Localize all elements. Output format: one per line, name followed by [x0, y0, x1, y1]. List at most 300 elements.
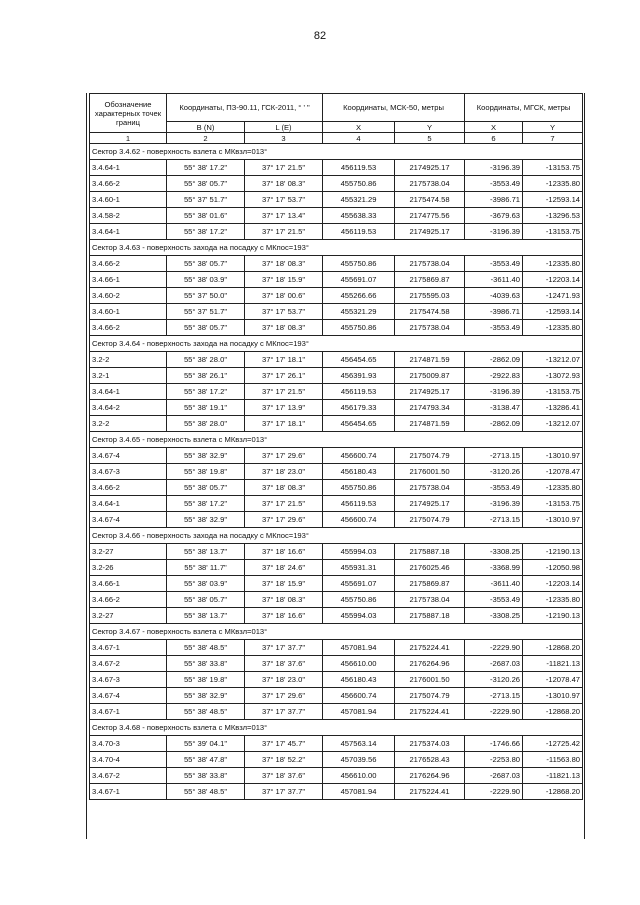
msk-x-cell: 455750.86 [323, 176, 395, 192]
table-outer-right-border [584, 93, 585, 839]
mgsk-x-cell: -2229.90 [465, 640, 523, 656]
mgsk-x-cell: -3138.47 [465, 400, 523, 416]
point-designation-cell: 3.4.67-2 [90, 768, 167, 784]
table-row [90, 352, 583, 368]
mgsk-x-cell: -3986.71 [465, 192, 523, 208]
table-row [90, 320, 583, 336]
mgsk-x-cell: -3553.49 [465, 592, 523, 608]
msk-x-cell: 455994.03 [323, 544, 395, 560]
table-row [90, 480, 583, 496]
mgsk-y-cell: -12078.47 [523, 672, 583, 688]
longitude-cell: 37° 18' 15.9" [245, 576, 323, 592]
msk-y-cell: 2174925.17 [395, 496, 465, 512]
column-number: 6 [465, 133, 523, 144]
table-row [90, 208, 583, 224]
msk-y-cell: 2174925.17 [395, 384, 465, 400]
msk-y-cell: 2174925.17 [395, 224, 465, 240]
point-designation-cell: 3.4.66-2 [90, 256, 167, 272]
mgsk-x-cell: -3986.71 [465, 304, 523, 320]
table-row [90, 608, 583, 624]
latitude-cell: 55° 38' 28.0" [167, 416, 245, 432]
msk-y-cell: 2175595.03 [395, 288, 465, 304]
point-designation-cell: 3.4.66-2 [90, 320, 167, 336]
sector-heading-row [90, 144, 583, 160]
mgsk-y-cell: -13010.97 [523, 512, 583, 528]
point-designation-cell: 3.4.66-2 [90, 480, 167, 496]
mgsk-x-cell: -3196.39 [465, 496, 523, 512]
mgsk-x-cell: -3368.99 [465, 560, 523, 576]
table-row [90, 560, 583, 576]
msk-y-cell: 2174793.34 [395, 400, 465, 416]
mgsk-y-cell: -13010.97 [523, 448, 583, 464]
msk-x-cell: 456600.74 [323, 688, 395, 704]
longitude-cell: 37° 17' 29.6" [245, 448, 323, 464]
table-row [90, 656, 583, 672]
longitude-cell: 37° 18' 24.6" [245, 560, 323, 576]
msk-x-cell: 456119.53 [323, 496, 395, 512]
mgsk-x-cell: -3553.49 [465, 256, 523, 272]
msk-y-cell: 2175224.41 [395, 784, 465, 800]
column-number: 2 [167, 133, 245, 144]
table-row [90, 176, 583, 192]
mgsk-y-cell: -12868.20 [523, 640, 583, 656]
msk-x-cell: 456610.00 [323, 768, 395, 784]
msk-y-cell: 2175738.04 [395, 480, 465, 496]
sector-title: Сектор 3.4.64 - поверхность захода на посадку с МКпос=193° [90, 336, 583, 352]
table-row [90, 288, 583, 304]
longitude-cell: 37° 17' 13.9" [245, 400, 323, 416]
mgsk-x-cell: -4039.63 [465, 288, 523, 304]
msk-x-cell: 455750.86 [323, 256, 395, 272]
longitude-cell: 37° 17' 29.6" [245, 512, 323, 528]
page-number: 82 [313, 30, 327, 42]
point-designation-cell: 3.4.67-3 [90, 672, 167, 688]
msk-x-cell: 455638.33 [323, 208, 395, 224]
mgsk-y-cell: -12593.14 [523, 304, 583, 320]
latitude-cell: 55° 39' 04.1" [167, 736, 245, 752]
table-row [90, 272, 583, 288]
point-designation-cell: 3.4.70-4 [90, 752, 167, 768]
latitude-cell: 55° 38' 17.2" [167, 496, 245, 512]
mgsk-y-cell: -12725.42 [523, 736, 583, 752]
longitude-cell: 37° 17' 21.5" [245, 384, 323, 400]
point-designation-cell: 3.4.64-2 [90, 400, 167, 416]
mgsk-x-cell: -3553.49 [465, 176, 523, 192]
longitude-cell: 37° 17' 29.6" [245, 688, 323, 704]
msk-y-cell: 2175869.87 [395, 576, 465, 592]
mgsk-y-cell: -12203.14 [523, 576, 583, 592]
longitude-cell: 37° 17' 21.5" [245, 224, 323, 240]
mgsk-y-cell: -13153.75 [523, 384, 583, 400]
column-number: 3 [245, 133, 323, 144]
sector-title: Сектор 3.4.68 - поверхность взлета с МКвзл=013° [90, 720, 583, 736]
coordinates-table [89, 93, 583, 800]
latitude-cell: 55° 38' 19.1" [167, 400, 245, 416]
mgsk-y-cell: -12335.80 [523, 480, 583, 496]
point-designation-cell: 3.4.64-1 [90, 224, 167, 240]
mgsk-y-cell: -13153.75 [523, 160, 583, 176]
mgsk-y-cell: -12868.20 [523, 704, 583, 720]
sector-heading-row [90, 528, 583, 544]
msk-x-cell: 456600.74 [323, 448, 395, 464]
mgsk-x-cell: -2922.83 [465, 368, 523, 384]
latitude-cell: 55° 37' 50.0" [167, 288, 245, 304]
table-row [90, 704, 583, 720]
point-designation-cell: 3.4.67-1 [90, 640, 167, 656]
mgsk-x-cell: -1746.66 [465, 736, 523, 752]
msk-y-cell: 2175474.58 [395, 304, 465, 320]
longitude-cell: 37° 18' 37.6" [245, 768, 323, 784]
mgsk-y-cell: -12190.13 [523, 608, 583, 624]
msk-y-cell: 2174871.59 [395, 352, 465, 368]
mgsk-x-cell: -3611.40 [465, 576, 523, 592]
longitude-cell: 37° 18' 37.6" [245, 656, 323, 672]
header-msk-x: X [323, 122, 395, 133]
mgsk-y-cell: -12050.98 [523, 560, 583, 576]
latitude-cell: 55° 37' 51.7" [167, 192, 245, 208]
table-row [90, 768, 583, 784]
latitude-cell: 55° 38' 03.9" [167, 272, 245, 288]
longitude-cell: 37° 18' 08.3" [245, 592, 323, 608]
mgsk-y-cell: -13296.53 [523, 208, 583, 224]
msk-x-cell: 457563.14 [323, 736, 395, 752]
msk-y-cell: 2175074.79 [395, 448, 465, 464]
point-designation-cell: 3.2-27 [90, 544, 167, 560]
latitude-cell: 55° 38' 13.7" [167, 544, 245, 560]
point-designation-cell: 3.4.64-1 [90, 384, 167, 400]
msk-y-cell: 2174925.17 [395, 160, 465, 176]
header-msk50-coordinates: Координаты, МСК-50, метры [323, 94, 465, 122]
msk-y-cell: 2175224.41 [395, 640, 465, 656]
mgsk-x-cell: -2862.09 [465, 416, 523, 432]
msk-x-cell: 456119.53 [323, 384, 395, 400]
point-designation-cell: 3.2-2 [90, 352, 167, 368]
point-designation-cell: 3.4.67-1 [90, 704, 167, 720]
longitude-cell: 37° 17' 13.4" [245, 208, 323, 224]
latitude-cell: 55° 38' 48.5" [167, 640, 245, 656]
table-row [90, 416, 583, 432]
table-body [90, 144, 583, 800]
point-designation-cell: 3.2-2 [90, 416, 167, 432]
mgsk-x-cell: -3308.25 [465, 608, 523, 624]
latitude-cell: 55° 38' 32.9" [167, 512, 245, 528]
mgsk-y-cell: -12335.80 [523, 592, 583, 608]
msk-x-cell: 455750.86 [323, 480, 395, 496]
table-row [90, 752, 583, 768]
mgsk-y-cell: -12203.14 [523, 272, 583, 288]
msk-y-cell: 2174775.56 [395, 208, 465, 224]
point-designation-cell: 3.4.67-4 [90, 512, 167, 528]
msk-x-cell: 455321.29 [323, 304, 395, 320]
mgsk-x-cell: -2229.90 [465, 704, 523, 720]
mgsk-y-cell: -13212.07 [523, 416, 583, 432]
latitude-cell: 55° 38' 05.7" [167, 176, 245, 192]
table-row [90, 784, 583, 800]
longitude-cell: 37° 18' 08.3" [245, 176, 323, 192]
longitude-cell: 37° 17' 37.7" [245, 640, 323, 656]
mgsk-x-cell: -3120.26 [465, 672, 523, 688]
table-row [90, 512, 583, 528]
longitude-cell: 37° 17' 21.5" [245, 496, 323, 512]
msk-x-cell: 455931.31 [323, 560, 395, 576]
table-row [90, 544, 583, 560]
mgsk-y-cell: -12593.14 [523, 192, 583, 208]
msk-x-cell: 455266.66 [323, 288, 395, 304]
longitude-cell: 37° 18' 00.6" [245, 288, 323, 304]
mgsk-x-cell: -3196.39 [465, 160, 523, 176]
msk-y-cell: 2175738.04 [395, 256, 465, 272]
latitude-cell: 55° 38' 32.9" [167, 688, 245, 704]
mgsk-y-cell: -13153.75 [523, 224, 583, 240]
mgsk-x-cell: -3196.39 [465, 384, 523, 400]
longitude-cell: 37° 17' 18.1" [245, 416, 323, 432]
header-msk-y: Y [395, 122, 465, 133]
mgsk-x-cell: -3679.63 [465, 208, 523, 224]
table-row [90, 384, 583, 400]
latitude-cell: 55° 38' 28.0" [167, 352, 245, 368]
header-mgsk-coordinates: Координаты, МГСК, метры [465, 94, 583, 122]
sector-heading-row [90, 624, 583, 640]
mgsk-y-cell: -12868.20 [523, 784, 583, 800]
msk-y-cell: 2175074.79 [395, 512, 465, 528]
msk-x-cell: 455691.07 [323, 576, 395, 592]
column-number: 5 [395, 133, 465, 144]
msk-y-cell: 2175869.87 [395, 272, 465, 288]
msk-y-cell: 2175738.04 [395, 176, 465, 192]
sector-heading-row [90, 240, 583, 256]
latitude-cell: 55° 38' 05.7" [167, 320, 245, 336]
latitude-cell: 55° 38' 48.5" [167, 784, 245, 800]
mgsk-y-cell: -11563.80 [523, 752, 583, 768]
msk-x-cell: 456179.33 [323, 400, 395, 416]
mgsk-x-cell: -2253.80 [465, 752, 523, 768]
latitude-cell: 55° 37' 51.7" [167, 304, 245, 320]
longitude-cell: 37° 18' 08.3" [245, 256, 323, 272]
sector-heading-row [90, 720, 583, 736]
msk-y-cell: 2176001.50 [395, 672, 465, 688]
column-number: 1 [90, 133, 167, 144]
mgsk-y-cell: -12190.13 [523, 544, 583, 560]
msk-x-cell: 456391.93 [323, 368, 395, 384]
longitude-cell: 37° 17' 18.1" [245, 352, 323, 368]
msk-y-cell: 2174871.59 [395, 416, 465, 432]
longitude-cell: 37° 17' 37.7" [245, 704, 323, 720]
longitude-cell: 37° 18' 08.3" [245, 320, 323, 336]
mgsk-x-cell: -2713.15 [465, 688, 523, 704]
table-row [90, 464, 583, 480]
longitude-cell: 37° 17' 53.7" [245, 304, 323, 320]
mgsk-x-cell: -2713.15 [465, 448, 523, 464]
latitude-cell: 55° 38' 19.8" [167, 464, 245, 480]
longitude-cell: 37° 17' 26.1" [245, 368, 323, 384]
mgsk-x-cell: -3553.49 [465, 320, 523, 336]
table-row [90, 192, 583, 208]
sector-title: Сектор 3.4.62 - поверхность взлета с МКвзл=013° [90, 144, 583, 160]
msk-x-cell: 457081.94 [323, 784, 395, 800]
latitude-cell: 55° 38' 11.7" [167, 560, 245, 576]
mgsk-y-cell: -12471.93 [523, 288, 583, 304]
mgsk-x-cell: -2229.90 [465, 784, 523, 800]
table-row [90, 736, 583, 752]
msk-x-cell: 456454.65 [323, 352, 395, 368]
mgsk-x-cell: -2687.03 [465, 656, 523, 672]
sector-title: Сектор 3.4.65 - поверхность взлета с МКвзл=013° [90, 432, 583, 448]
latitude-cell: 55° 38' 13.7" [167, 608, 245, 624]
msk-y-cell: 2175887.18 [395, 608, 465, 624]
msk-x-cell: 456600.74 [323, 512, 395, 528]
table-outer-left-border [86, 93, 87, 839]
latitude-cell: 55° 38' 19.8" [167, 672, 245, 688]
sector-title: Сектор 3.4.66 - поверхность захода на посадку с МКпос=193° [90, 528, 583, 544]
mgsk-x-cell: -3553.49 [465, 480, 523, 496]
msk-y-cell: 2176025.46 [395, 560, 465, 576]
table-row [90, 304, 583, 320]
sector-title: Сектор 3.4.67 - поверхность взлета с МКвзл=013° [90, 624, 583, 640]
mgsk-y-cell: -11821.13 [523, 768, 583, 784]
msk-y-cell: 2175009.87 [395, 368, 465, 384]
point-designation-cell: 3.4.70-3 [90, 736, 167, 752]
longitude-cell: 37° 18' 08.3" [245, 480, 323, 496]
longitude-cell: 37° 17' 53.7" [245, 192, 323, 208]
msk-x-cell: 457081.94 [323, 704, 395, 720]
longitude-cell: 37° 17' 37.7" [245, 784, 323, 800]
table-row [90, 592, 583, 608]
table-row [90, 160, 583, 176]
msk-x-cell: 455691.07 [323, 272, 395, 288]
msk-x-cell: 456119.53 [323, 224, 395, 240]
longitude-cell: 37° 17' 45.7" [245, 736, 323, 752]
longitude-cell: 37° 17' 21.5" [245, 160, 323, 176]
mgsk-y-cell: -13153.75 [523, 496, 583, 512]
msk-y-cell: 2175224.41 [395, 704, 465, 720]
msk-y-cell: 2176264.96 [395, 656, 465, 672]
mgsk-x-cell: -3196.39 [465, 224, 523, 240]
table-row [90, 496, 583, 512]
mgsk-y-cell: -11821.13 [523, 656, 583, 672]
longitude-cell: 37° 18' 23.0" [245, 672, 323, 688]
latitude-cell: 55° 38' 33.8" [167, 656, 245, 672]
column-number: 7 [523, 133, 583, 144]
header-mgsk-y: Y [523, 122, 583, 133]
point-designation-cell: 3.4.66-2 [90, 592, 167, 608]
sector-title: Сектор 3.4.63 - поверхность захода на посадку с МКпос=193° [90, 240, 583, 256]
table-row [90, 224, 583, 240]
point-designation-cell: 3.4.67-3 [90, 464, 167, 480]
point-designation-cell: 3.4.60-2 [90, 288, 167, 304]
mgsk-y-cell: -12335.80 [523, 176, 583, 192]
msk-x-cell: 455994.03 [323, 608, 395, 624]
mgsk-y-cell: -12335.80 [523, 256, 583, 272]
msk-x-cell: 456180.43 [323, 464, 395, 480]
table-row [90, 256, 583, 272]
point-designation-cell: 3.4.60-1 [90, 304, 167, 320]
longitude-cell: 37° 18' 16.6" [245, 544, 323, 560]
longitude-cell: 37° 18' 15.9" [245, 272, 323, 288]
point-designation-cell: 3.4.66-2 [90, 176, 167, 192]
mgsk-x-cell: -2862.09 [465, 352, 523, 368]
header-point-designation: Обозначение характерных точек границ [90, 94, 167, 133]
sector-heading-row [90, 432, 583, 448]
table-row [90, 688, 583, 704]
header-mgsk-x: X [465, 122, 523, 133]
mgsk-x-cell: -3611.40 [465, 272, 523, 288]
msk-x-cell: 456119.53 [323, 160, 395, 176]
latitude-cell: 55° 38' 26.1" [167, 368, 245, 384]
longitude-cell: 37° 18' 16.6" [245, 608, 323, 624]
mgsk-x-cell: -2687.03 [465, 768, 523, 784]
latitude-cell: 55° 38' 17.2" [167, 160, 245, 176]
point-designation-cell: 3.2-26 [90, 560, 167, 576]
latitude-cell: 55° 38' 17.2" [167, 224, 245, 240]
point-designation-cell: 3.4.67-2 [90, 656, 167, 672]
longitude-cell: 37° 18' 23.0" [245, 464, 323, 480]
point-designation-cell: 3.4.67-4 [90, 688, 167, 704]
latitude-cell: 55° 38' 05.7" [167, 256, 245, 272]
point-designation-cell: 3.4.58-2 [90, 208, 167, 224]
msk-x-cell: 457039.56 [323, 752, 395, 768]
latitude-cell: 55° 38' 01.6" [167, 208, 245, 224]
point-designation-cell: 3.4.60-1 [90, 192, 167, 208]
latitude-cell: 55° 38' 03.9" [167, 576, 245, 592]
longitude-cell: 37° 18' 52.2" [245, 752, 323, 768]
mgsk-x-cell: -3308.25 [465, 544, 523, 560]
msk-y-cell: 2175074.79 [395, 688, 465, 704]
msk-y-cell: 2176528.43 [395, 752, 465, 768]
mgsk-y-cell: -12078.47 [523, 464, 583, 480]
msk-x-cell: 456610.00 [323, 656, 395, 672]
latitude-cell: 55° 38' 33.8" [167, 768, 245, 784]
point-designation-cell: 3.2-1 [90, 368, 167, 384]
point-designation-cell: 3.2-27 [90, 608, 167, 624]
point-designation-cell: 3.4.67-1 [90, 784, 167, 800]
mgsk-x-cell: -3120.26 [465, 464, 523, 480]
msk-y-cell: 2176264.96 [395, 768, 465, 784]
table-row [90, 400, 583, 416]
column-number: 4 [323, 133, 395, 144]
msk-y-cell: 2175374.03 [395, 736, 465, 752]
msk-y-cell: 2176001.50 [395, 464, 465, 480]
latitude-cell: 55° 38' 32.9" [167, 448, 245, 464]
table-row [90, 368, 583, 384]
msk-x-cell: 456180.43 [323, 672, 395, 688]
msk-x-cell: 455321.29 [323, 192, 395, 208]
header-pz90-coordinates: Координаты, ПЗ-90.11, ГСК-2011, ° ' " [167, 94, 323, 122]
point-designation-cell: 3.4.64-1 [90, 160, 167, 176]
table-row [90, 448, 583, 464]
mgsk-y-cell: -12335.80 [523, 320, 583, 336]
msk-y-cell: 2175474.58 [395, 192, 465, 208]
mgsk-y-cell: -13212.07 [523, 352, 583, 368]
table-header [90, 94, 583, 144]
msk-x-cell: 455750.86 [323, 320, 395, 336]
msk-y-cell: 2175738.04 [395, 320, 465, 336]
msk-x-cell: 457081.94 [323, 640, 395, 656]
point-designation-cell: 3.4.66-1 [90, 576, 167, 592]
latitude-cell: 55° 38' 48.5" [167, 704, 245, 720]
header-latitude-b: B (N) [167, 122, 245, 133]
table-row [90, 640, 583, 656]
point-designation-cell: 3.4.67-4 [90, 448, 167, 464]
latitude-cell: 55° 38' 05.7" [167, 480, 245, 496]
msk-x-cell: 455750.86 [323, 592, 395, 608]
table-row [90, 576, 583, 592]
latitude-cell: 55° 38' 17.2" [167, 384, 245, 400]
msk-x-cell: 456454.65 [323, 416, 395, 432]
mgsk-y-cell: -13286.41 [523, 400, 583, 416]
latitude-cell: 55° 38' 47.8" [167, 752, 245, 768]
point-designation-cell: 3.4.64-1 [90, 496, 167, 512]
latitude-cell: 55° 38' 05.7" [167, 592, 245, 608]
